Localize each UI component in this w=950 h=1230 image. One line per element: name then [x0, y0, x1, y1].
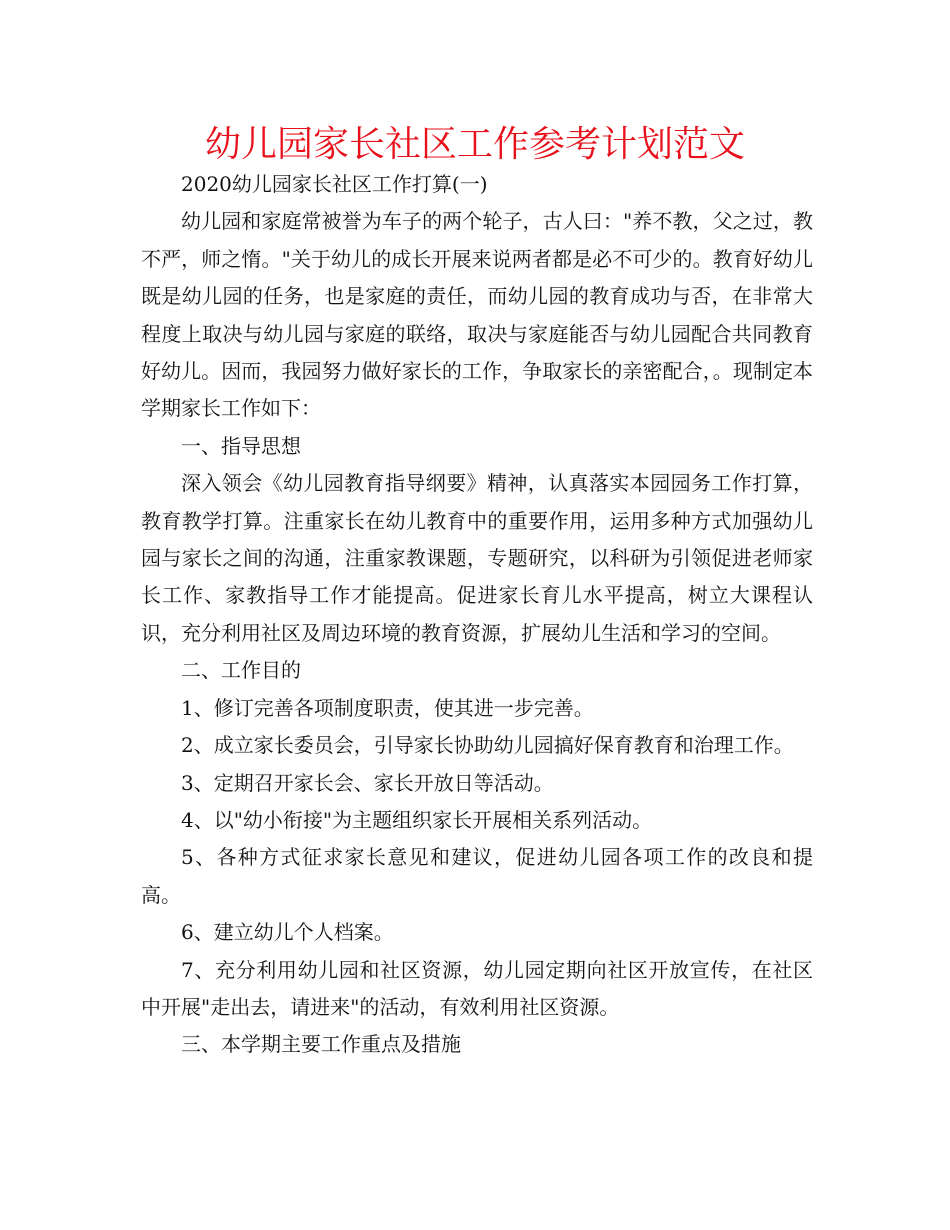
- section-heading-guiding-thought: 一、指导思想: [181, 433, 301, 458]
- goal-item-2: 2、成立家长委员会，引导家长协助幼儿园搞好保育教育和治理工作。: [181, 733, 794, 758]
- intro-paragraph: 幼儿园和家庭常被誉为车子的两个轮子，古人曰："养不教，父之过，教不严，师之惰。"关于幼儿的成长开展来说两者都是必不可少的。教育好幼儿既是幼儿园的任务，也是家庭的责任，而幼儿园的教育成功与否，在非常大程度上取决与幼儿园与家庭的联络，取决与家庭能否与幼儿园配合共同教育好幼儿。因而，我园努力做好家长的工作，争取家长的亲密配合，。现制定本学期家长工作如下：: [141, 209, 813, 421]
- document-title: 幼儿园家长社区工作参考计划范文: [204, 124, 745, 165]
- document-body: [141, 166, 813, 1064]
- goal-item-1: 1、修订完善各项制度职责，使其进一步完善。: [181, 695, 594, 720]
- goal-item-5: 5、各种方式征求家长意见和建议，促进幼儿园各项工作的改良和提高。: [141, 845, 813, 907]
- goal-item-3: 3、定期召开家长会、家长开放日等活动。: [181, 770, 554, 795]
- section-heading-key-work: 三、本学期主要工作重点及措施: [181, 1032, 461, 1057]
- goal-item-4: 4、以"幼小衔接"为主题组织家长开展相关系列活动。: [181, 807, 653, 832]
- goal-item-6: 6、建立幼儿个人档案。: [181, 920, 394, 945]
- goal-item-7: 7、充分利用幼儿园和社区资源，幼儿园定期向社区开放宣传，在社区中开展"走出去，请进来"的活动，有效利用社区资源。: [141, 957, 813, 1019]
- guiding-thought-paragraph: 深入领会《幼儿园教育指导纲要》精神，认真落实本园园务工作打算，教育教学打算。注重家长在幼儿教育中的重要作用，运用多种方式加强幼儿园与家长之间的沟通，注重家教课题，专题研究，以科研为引领促进老师家长工作、家教指导工作才能提高。促进家长育儿水平提高，树立大课程认识，充分利用社区及周边环境的教育资源，扩展幼儿生活和学习的空间。: [141, 471, 813, 645]
- section-heading-work-goals: 二、工作目的: [181, 658, 301, 683]
- subtitle-paragraph: 2020幼儿园家长社区工作打算(一): [181, 172, 488, 196]
